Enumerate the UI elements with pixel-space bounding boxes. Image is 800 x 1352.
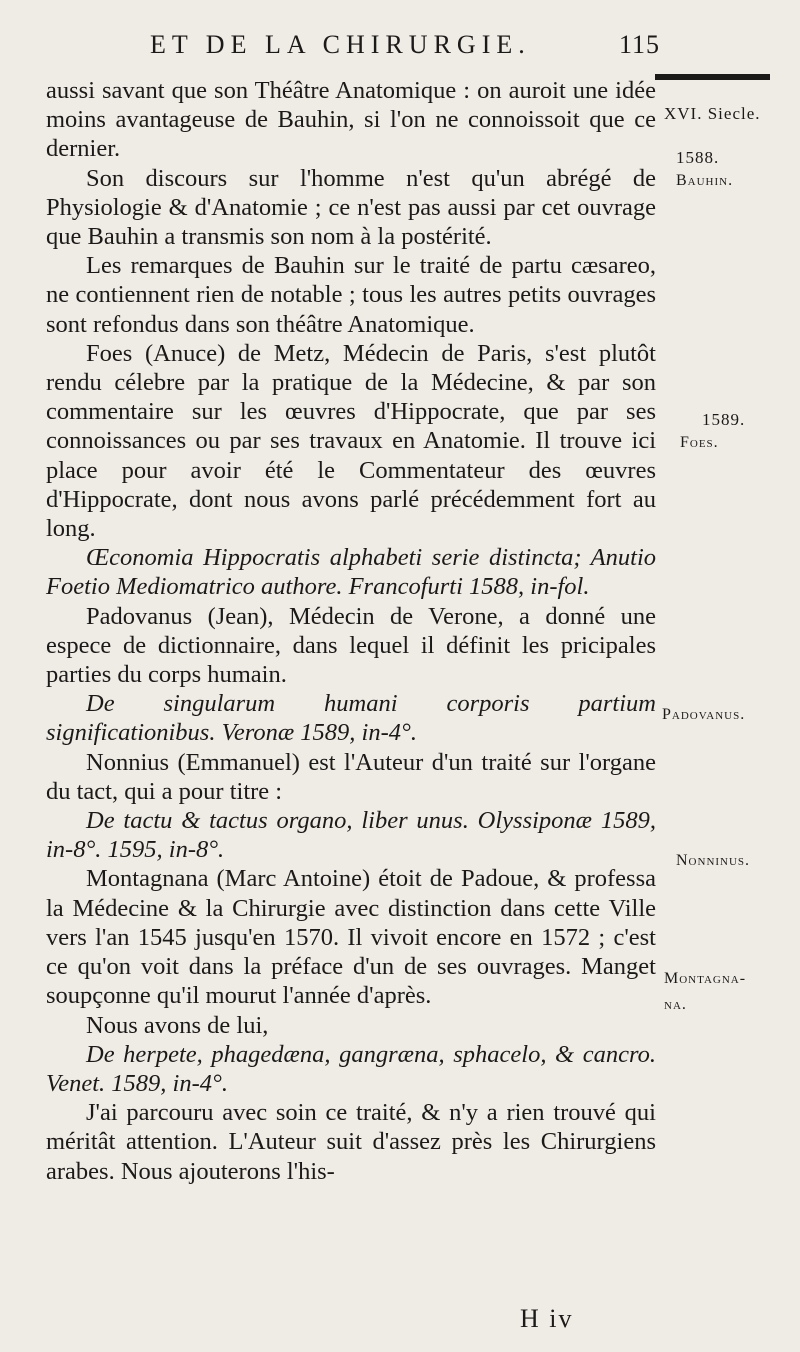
margin-name-padovanus: Padovanus. [662, 706, 746, 723]
margin-year-bauhin: 1588. [676, 148, 720, 167]
margin-rule [655, 74, 770, 80]
running-head [150, 30, 660, 60]
margin-name-nonninus: Nonninus. [676, 852, 751, 869]
catchword: H iv [520, 1304, 574, 1333]
paragraph: J'ai parcouru avec soin ce traité, & n'y a rien trouvé qui méritât attention. L'Auteur suit d'assez près les Chirurgiens arabes. Nous ajouterons l'his- [46, 1099, 656, 1185]
paragraph: Les remarques de Bauhin sur le traité de partu cæsareo, ne contiennent rien de notable ; tous les autres petits ouvrages sont refondus dans son théâtre Anatomique. [46, 252, 656, 338]
main-text [46, 76, 656, 1186]
margin-year-foes: 1589. [702, 410, 746, 429]
citation: De singularum humani corporis partium significationibus. Veronæ 1589, in-4°. [46, 690, 656, 747]
paragraph: Padovanus (Jean), Médecin de Verone, a donné une espece de dictionnaire, dans lequel il définit les pricipales parties du corps humain. [46, 602, 656, 689]
margin-name-foes: Foes. [680, 434, 719, 451]
citation: Œconomia Hippocratis alphabeti serie distincta; Anutio Foetio Mediomatrico authore. Francofurti 1588, in-fol. [46, 544, 656, 601]
paragraph: Nonnius (Emmanuel) est l'Auteur d'un traité sur l'organe du tact, qui a pour titre : [46, 748, 656, 805]
margin-name-montagnana-cont: na. [664, 996, 687, 1013]
citation: De tactu & tactus organo, liber unus. Olyssiponæ 1589, in-8°. 1595, in-8°. [46, 807, 656, 864]
margin-name-montagnana: Montagna- [664, 970, 747, 987]
paragraph: Montagnana (Marc Antoine) étoit de Padoue, & professa la Médecine & la Chirurgie avec distinction dans cette Ville vers l'an 1545 jusqu'en 1570. Il vivoit encore en 1572 ; c'est ce qu'on voit dans la préface d'un de ses ouvrages. Manget soupçonne qu'il mourut l'année d'après. [46, 865, 656, 1010]
citation: De herpete, phagedæna, gangræna, sphacelo, & cancro. Venet. 1589, in-4°. [46, 1040, 656, 1097]
margin-name-bauhin: Bauhin. [676, 172, 734, 189]
page-number: 115 [618, 30, 660, 59]
running-title: ET DE LA CHIRURGIE. [150, 30, 531, 59]
paragraph: Son discours sur l'homme n'est qu'un abrégé de Physiologie & d'Anatomie ; ce n'est pas aussi par cet ouvrage que Bauhin a transmis son nom à la postérité. [46, 164, 656, 251]
paragraph: Nous avons de lui, [86, 1011, 269, 1039]
margin-century: XVI. Siecle. [664, 104, 761, 123]
paragraph: aussi savant que son Théâtre Anatomique : on auroit une idée moins avantageuse de Bauhin, si l'on ne connoissoit que ce dernier. [46, 77, 656, 163]
paragraph: Foes (Anuce) de Metz, Médecin de Paris, s'est plutôt rendu célebre par la pratique de la Médecine, & par son commentaire sur les œuvres d'Hippocrate, que par ses connoissances ou par ses travaux en Anatomie. Il trouve ici place pour avoir été le Commentateur des œuvres d'Hippocrate, dont nous avons parlé précédemment fort au long. [46, 339, 656, 543]
